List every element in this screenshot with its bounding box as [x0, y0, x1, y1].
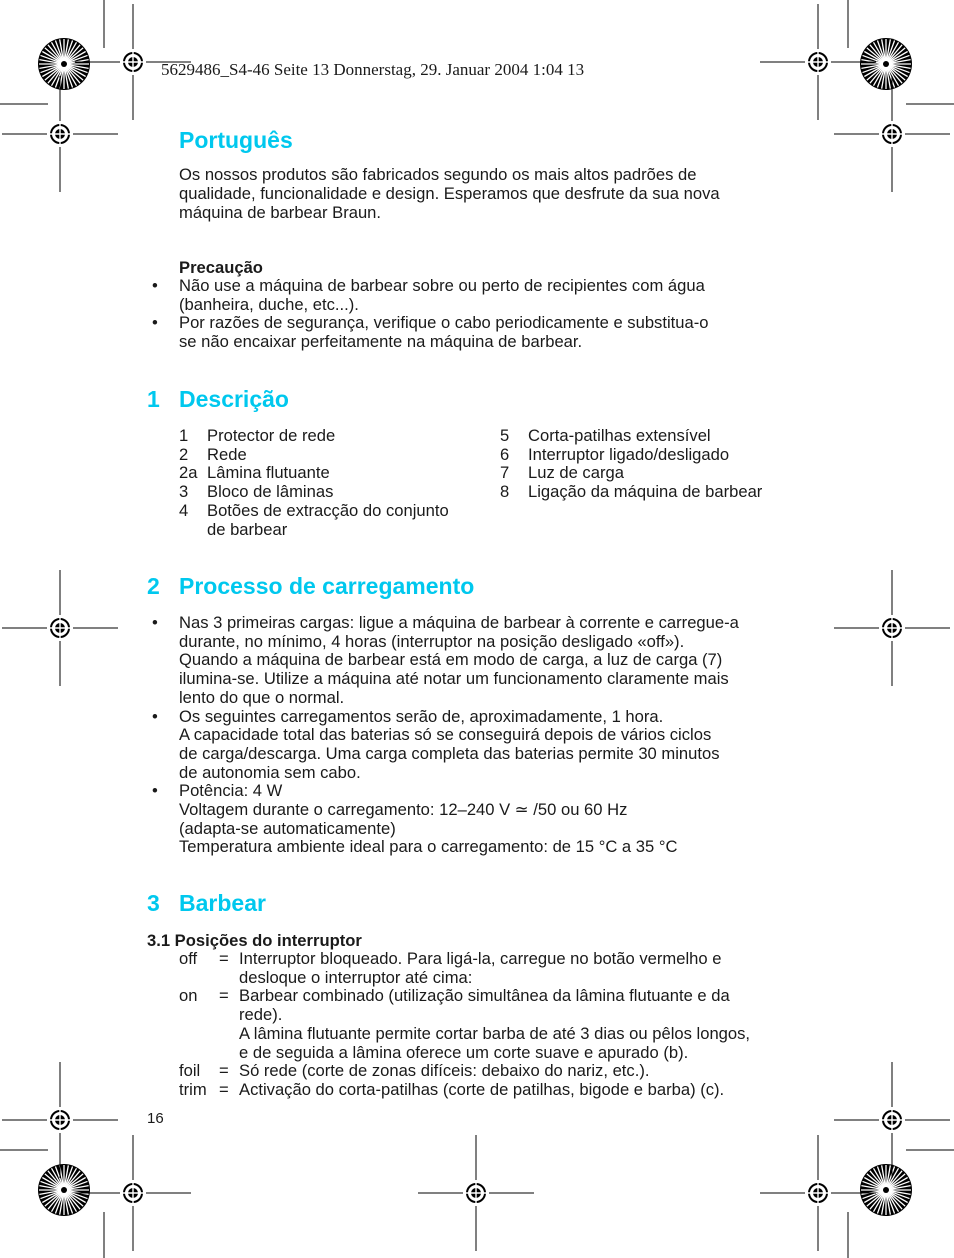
item-label: Luz de carga: [528, 463, 624, 483]
list-line: ilumina-se. Utilize a máquina até notar um funcionamento claramente mais: [179, 669, 729, 689]
list-item: [179, 427, 489, 446]
item-label: Corta-patilhas extensível: [528, 426, 711, 445]
item-number: 3: [179, 482, 189, 502]
intro-line: Os nossos produtos são fabricados segundo os mais altos padrões de: [179, 165, 697, 184]
list-item: [147, 277, 807, 314]
page-title-text: Português: [179, 127, 293, 153]
list-line: Quando a máquina de barbear está em modo de carga, a luz de carga (7): [179, 650, 723, 670]
caution-list: [147, 277, 807, 352]
item-label: Botões de extracção do conjunto: [207, 500, 449, 520]
switch-row: [179, 950, 819, 987]
list-item: [179, 483, 489, 502]
charging-list: [147, 614, 827, 857]
item-label: Lâmina flutuante: [207, 463, 330, 483]
bullet: •: [152, 613, 158, 632]
list-item: [500, 483, 810, 502]
star-center: [883, 61, 889, 67]
item-number: 2a: [179, 463, 198, 483]
list-line: Potência: 4 W: [179, 781, 283, 801]
switch-line: Barbear combinado (utilização simultânea da lâmina flutuante e da: [239, 986, 730, 1006]
section-number: 3: [147, 890, 160, 916]
print-header: 5629486_S4-46 Seite 13 Donnerstag, 29. Januar 2004 1:04 13: [161, 60, 585, 79]
list-item: [500, 446, 810, 465]
switch-positions-heading: 3.1 Posições do interruptor: [147, 931, 362, 950]
list-item: [147, 314, 807, 351]
item-number: 2: [179, 444, 189, 464]
item-label: Rede: [207, 444, 247, 464]
section-title: Barbear: [179, 890, 266, 916]
list-line: (banheira, duche, etc...).: [179, 294, 359, 314]
switch-positions-table: [179, 950, 819, 1100]
list-line: Por razões de segurança, verifique o cabo periodicamente e substitua-o: [179, 313, 709, 333]
switch-line: desloque o interruptor até cima:: [239, 967, 473, 987]
switch-line: A lâmina flutuante permite cortar barba de até 3 dias ou pêlos longos,: [239, 1023, 751, 1043]
list-line: lento do que o normal.: [179, 687, 345, 707]
list-line: se não encaixar perfeitamente na máquina de barbear.: [179, 332, 583, 352]
list-item: [147, 708, 827, 783]
item-number: 5: [500, 426, 510, 445]
section-number: 1: [147, 386, 160, 412]
section-title: Descrição: [179, 386, 289, 412]
bullet: •: [152, 781, 158, 801]
bullet: •: [152, 313, 158, 333]
list-item: [147, 782, 827, 857]
equals-sign: =: [219, 1061, 229, 1081]
bullet: •: [152, 276, 158, 295]
bullet: •: [152, 706, 158, 726]
intro-line: máquina de barbear Braun.: [179, 203, 382, 222]
switch-key: off: [179, 949, 198, 968]
section-number: 2: [147, 573, 160, 599]
parts-list-left: [179, 427, 489, 539]
switch-row: [179, 987, 819, 1062]
list-item: [179, 446, 489, 465]
list-line: Os seguintes carregamentos serão de, aproximadamente, 1 hora.: [179, 706, 664, 726]
star-center: [61, 61, 67, 67]
item-label: de barbear: [207, 519, 288, 539]
list-line: Não use a máquina de barbear sobre ou perto de recipientes com água: [179, 276, 705, 295]
list-item: [500, 464, 810, 483]
switch-row: [179, 1062, 819, 1081]
switch-line: Activação do corta-patilhas (corte de patilhas, bigode e barba) (c).: [239, 1079, 725, 1099]
item-label: Ligação da máquina de barbear: [528, 482, 763, 502]
list-line: de carga/descarga. Uma carga completa das baterias permite 30 minutos: [179, 743, 720, 763]
list-line: (adapta-se automaticamente): [179, 818, 396, 838]
switch-key: foil: [179, 1061, 201, 1081]
switch-line: rede).: [239, 1005, 283, 1025]
equals-sign: =: [219, 1079, 229, 1099]
equals-sign: =: [219, 949, 229, 968]
switch-line: Interruptor bloqueado. Para ligá-la, carregue no botão vermelho e: [239, 949, 722, 968]
switch-key: trim: [179, 1079, 207, 1099]
switch-line: e de seguida a lâmina oferece um corte suave e apurado (b).: [239, 1042, 689, 1062]
item-label: Interruptor ligado/desligado: [528, 444, 730, 464]
switch-row: [179, 1081, 819, 1100]
caution-heading: Precaução: [179, 258, 263, 277]
page-title: [179, 127, 293, 154]
section-title: Processo de carregamento: [179, 573, 475, 599]
list-line: de autonomia sem cabo.: [179, 762, 361, 782]
item-number: 4: [179, 500, 189, 520]
list-line: durante, no mínimo, 4 horas (interruptor na posição desligado «off»).: [179, 631, 685, 651]
list-line: Temperatura ambiente ideal para o carregamento: de 15 °C a 35 °C: [179, 837, 678, 857]
switch-line: Só rede (corte de zonas difíceis: debaixo do nariz, etc.).: [239, 1061, 650, 1081]
switch-key: on: [179, 986, 198, 1006]
item-number: 8: [500, 482, 510, 502]
item-number: 7: [500, 463, 510, 483]
item-number: 1: [179, 426, 189, 445]
intro-paragraph: [179, 165, 819, 222]
item-label: Bloco de lâminas: [207, 482, 334, 502]
item-number: 6: [500, 444, 510, 464]
intro-line: qualidade, funcionalidade e design. Esperamos que desfrute da sua nova: [179, 184, 720, 203]
star-center: [883, 1187, 889, 1193]
list-item: [500, 427, 810, 446]
star-center: [61, 1187, 67, 1193]
list-item: [147, 614, 827, 708]
parts-list-right: [500, 427, 810, 502]
list-line: Nas 3 primeiras cargas: ligue a máquina de barbear à corrente e carregue-a: [179, 613, 739, 632]
list-item: [179, 502, 489, 539]
equals-sign: =: [219, 986, 229, 1006]
list-line: A capacidade total das baterias só se conseguirá depois de vários ciclos: [179, 725, 712, 745]
page-number: 16: [147, 1110, 164, 1127]
list-line: Voltagem durante o carregamento: 12–240 V ≃ /50 ou 60 Hz: [179, 800, 628, 820]
list-item: [179, 464, 489, 483]
item-label: Protector de rede: [207, 426, 336, 445]
